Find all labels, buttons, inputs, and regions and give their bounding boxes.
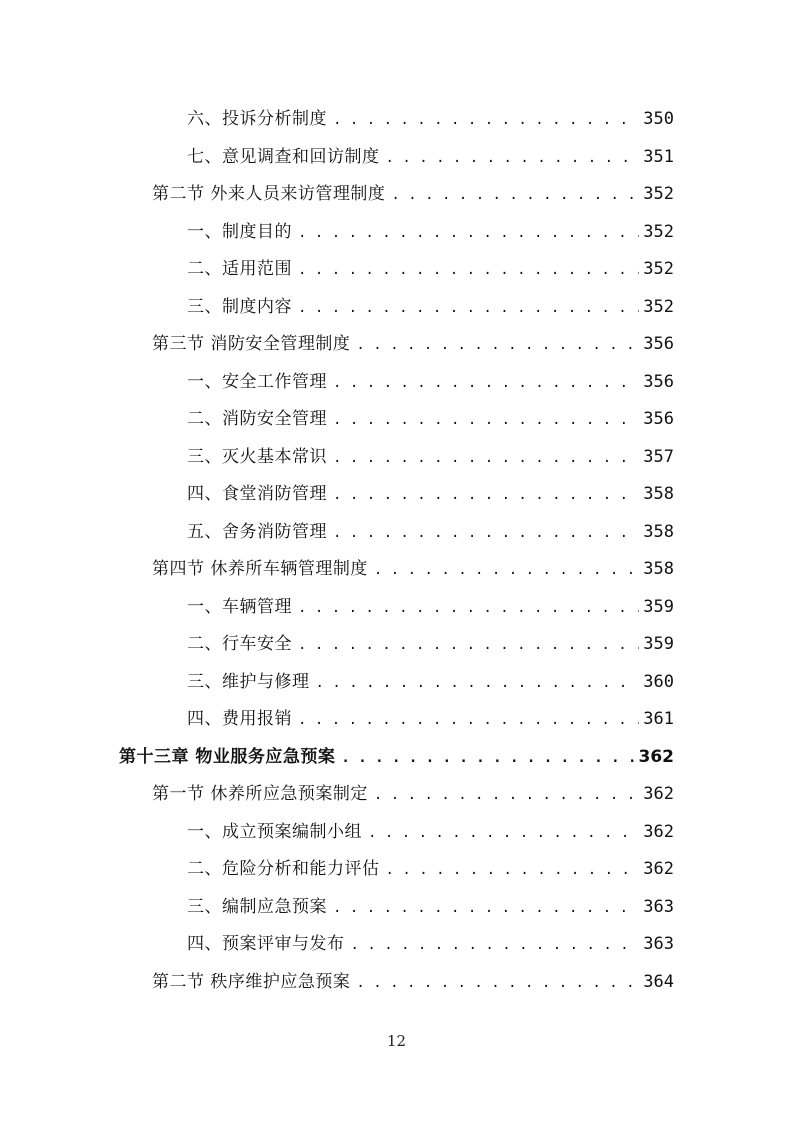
toc-entry-chapter[interactable] bbox=[119, 739, 674, 776]
toc-entry-page-number: 362 bbox=[643, 821, 674, 842]
toc-entry-title: 四、预案评审与发布 bbox=[187, 934, 345, 954]
toc-entry-item[interactable] bbox=[187, 701, 674, 738]
toc-entry-item[interactable] bbox=[187, 139, 674, 176]
dot-leader bbox=[316, 665, 640, 702]
toc-entry-title: 三、编制应急预案 bbox=[187, 896, 327, 917]
dot-leader bbox=[298, 290, 639, 327]
toc-entry-item[interactable] bbox=[187, 101, 674, 138]
toc-entry-title: 二、消防安全管理 bbox=[187, 409, 327, 429]
dot-leader bbox=[333, 477, 639, 514]
toc-entry-item[interactable] bbox=[187, 364, 674, 401]
toc-entry-page-number: 364 bbox=[643, 971, 674, 992]
toc-entry-title: 二、适用范围 bbox=[187, 259, 292, 279]
toc-entry-item[interactable] bbox=[187, 401, 674, 438]
dot-leader bbox=[298, 627, 639, 664]
toc-entry-item[interactable] bbox=[187, 664, 674, 701]
toc-entry-page-number: 360 bbox=[643, 671, 674, 692]
dot-leader bbox=[356, 965, 639, 1002]
toc-entry-title: 三、制度内容 bbox=[187, 296, 292, 317]
toc-entry-page-number: 356 bbox=[643, 409, 674, 429]
toc-entry-page-number: 362 bbox=[638, 746, 674, 767]
toc-entry-title: 三、灭火基本常识 bbox=[187, 446, 327, 467]
toc-entry-item[interactable] bbox=[187, 814, 674, 851]
toc-entry-title: 一、制度目的 bbox=[187, 221, 292, 242]
toc-entry-page-number: 350 bbox=[643, 109, 674, 129]
toc-entry-title: 第二节 秩序维护应急预案 bbox=[152, 971, 351, 992]
toc-entry-title: 三、维护与修理 bbox=[187, 671, 310, 692]
toc-entry-title: 一、成立预案编制小组 bbox=[187, 821, 362, 842]
toc-entry-item[interactable] bbox=[187, 476, 674, 513]
toc-entry-item[interactable] bbox=[187, 851, 674, 888]
toc-entry-item[interactable] bbox=[187, 251, 674, 288]
dot-leader bbox=[298, 252, 639, 289]
dot-leader bbox=[386, 140, 640, 177]
dot-leader bbox=[298, 590, 639, 627]
dot-leader bbox=[333, 365, 639, 402]
toc-entry-page-number: 362 bbox=[643, 784, 674, 804]
dot-leader bbox=[374, 777, 639, 814]
toc-entry-page-number: 352 bbox=[643, 221, 674, 242]
toc-entry-page-number: 352 bbox=[643, 184, 674, 204]
toc-entry-title: 第三节 消防安全管理制度 bbox=[152, 334, 351, 354]
toc-entry-title: 二、行车安全 bbox=[187, 634, 292, 654]
toc-entry-page-number: 351 bbox=[643, 146, 674, 167]
toc-entry-item[interactable] bbox=[187, 439, 674, 476]
dot-leader bbox=[386, 852, 640, 889]
toc-entry-section[interactable] bbox=[152, 551, 674, 588]
toc-entry-title: 第四节 休养所车辆管理制度 bbox=[152, 559, 368, 579]
toc-entry-title: 四、费用报销 bbox=[187, 709, 292, 729]
toc-entry-title: 四、食堂消防管理 bbox=[187, 484, 327, 504]
dot-leader bbox=[333, 515, 639, 552]
toc-entry-section[interactable] bbox=[152, 964, 674, 1001]
toc-entry-title: 第二节 外来人员来访管理制度 bbox=[152, 184, 386, 204]
toc-entry-title: 七、意见调查和回访制度 bbox=[187, 146, 380, 167]
toc-entry-page-number: 356 bbox=[643, 371, 674, 392]
toc-entry-section[interactable] bbox=[152, 776, 674, 813]
toc-entry-page-number: 358 bbox=[643, 559, 674, 579]
toc-entry-page-number: 363 bbox=[643, 896, 674, 917]
toc-entry-title: 五、舍务消防管理 bbox=[187, 521, 327, 542]
dot-leader bbox=[374, 552, 639, 589]
toc-entry-page-number: 363 bbox=[643, 934, 674, 954]
dot-leader bbox=[333, 402, 639, 439]
toc-entry-page-number: 356 bbox=[643, 334, 674, 354]
page-number: 12 bbox=[386, 1032, 407, 1050]
toc-entry-page-number: 362 bbox=[643, 859, 674, 879]
toc-entry-item[interactable] bbox=[187, 589, 674, 626]
toc-entry-page-number: 352 bbox=[643, 296, 674, 317]
toc-entry-page-number: 361 bbox=[643, 709, 674, 729]
dot-leader bbox=[333, 440, 639, 477]
toc-entry-title: 第十三章 物业服务应急预案 bbox=[119, 746, 336, 767]
toc-entry-item[interactable] bbox=[187, 889, 674, 926]
dot-leader bbox=[391, 177, 639, 214]
toc-entry-page-number: 359 bbox=[643, 596, 674, 617]
toc-entry-item[interactable] bbox=[187, 926, 674, 963]
dot-leader bbox=[368, 815, 639, 852]
toc-entry-item[interactable] bbox=[187, 289, 674, 326]
toc-entry-title: 一、安全工作管理 bbox=[187, 371, 327, 392]
dot-leader bbox=[298, 215, 639, 252]
toc-entry-page-number: 358 bbox=[643, 521, 674, 542]
toc-entry-item[interactable] bbox=[187, 214, 674, 251]
dot-leader bbox=[298, 702, 639, 739]
dot-leader bbox=[341, 740, 634, 777]
toc-entry-item[interactable] bbox=[187, 626, 674, 663]
dot-leader bbox=[333, 102, 639, 139]
toc-entry-title: 二、危险分析和能力评估 bbox=[187, 859, 380, 879]
toc-entry-title: 一、车辆管理 bbox=[187, 596, 292, 617]
toc-entry-page-number: 352 bbox=[643, 259, 674, 279]
toc-entry-page-number: 359 bbox=[643, 634, 674, 654]
toc-entry-item[interactable] bbox=[187, 514, 674, 551]
dot-leader bbox=[356, 327, 639, 364]
toc-entry-section[interactable] bbox=[152, 176, 674, 213]
toc-entry-section[interactable] bbox=[152, 326, 674, 363]
toc-entry-title: 第一节 休养所应急预案制定 bbox=[152, 784, 368, 804]
toc-entry-page-number: 358 bbox=[643, 484, 674, 504]
toc-entry-title: 六、投诉分析制度 bbox=[187, 109, 327, 129]
dot-leader bbox=[351, 927, 640, 964]
dot-leader bbox=[333, 890, 639, 927]
toc-entry-page-number: 357 bbox=[643, 446, 674, 467]
